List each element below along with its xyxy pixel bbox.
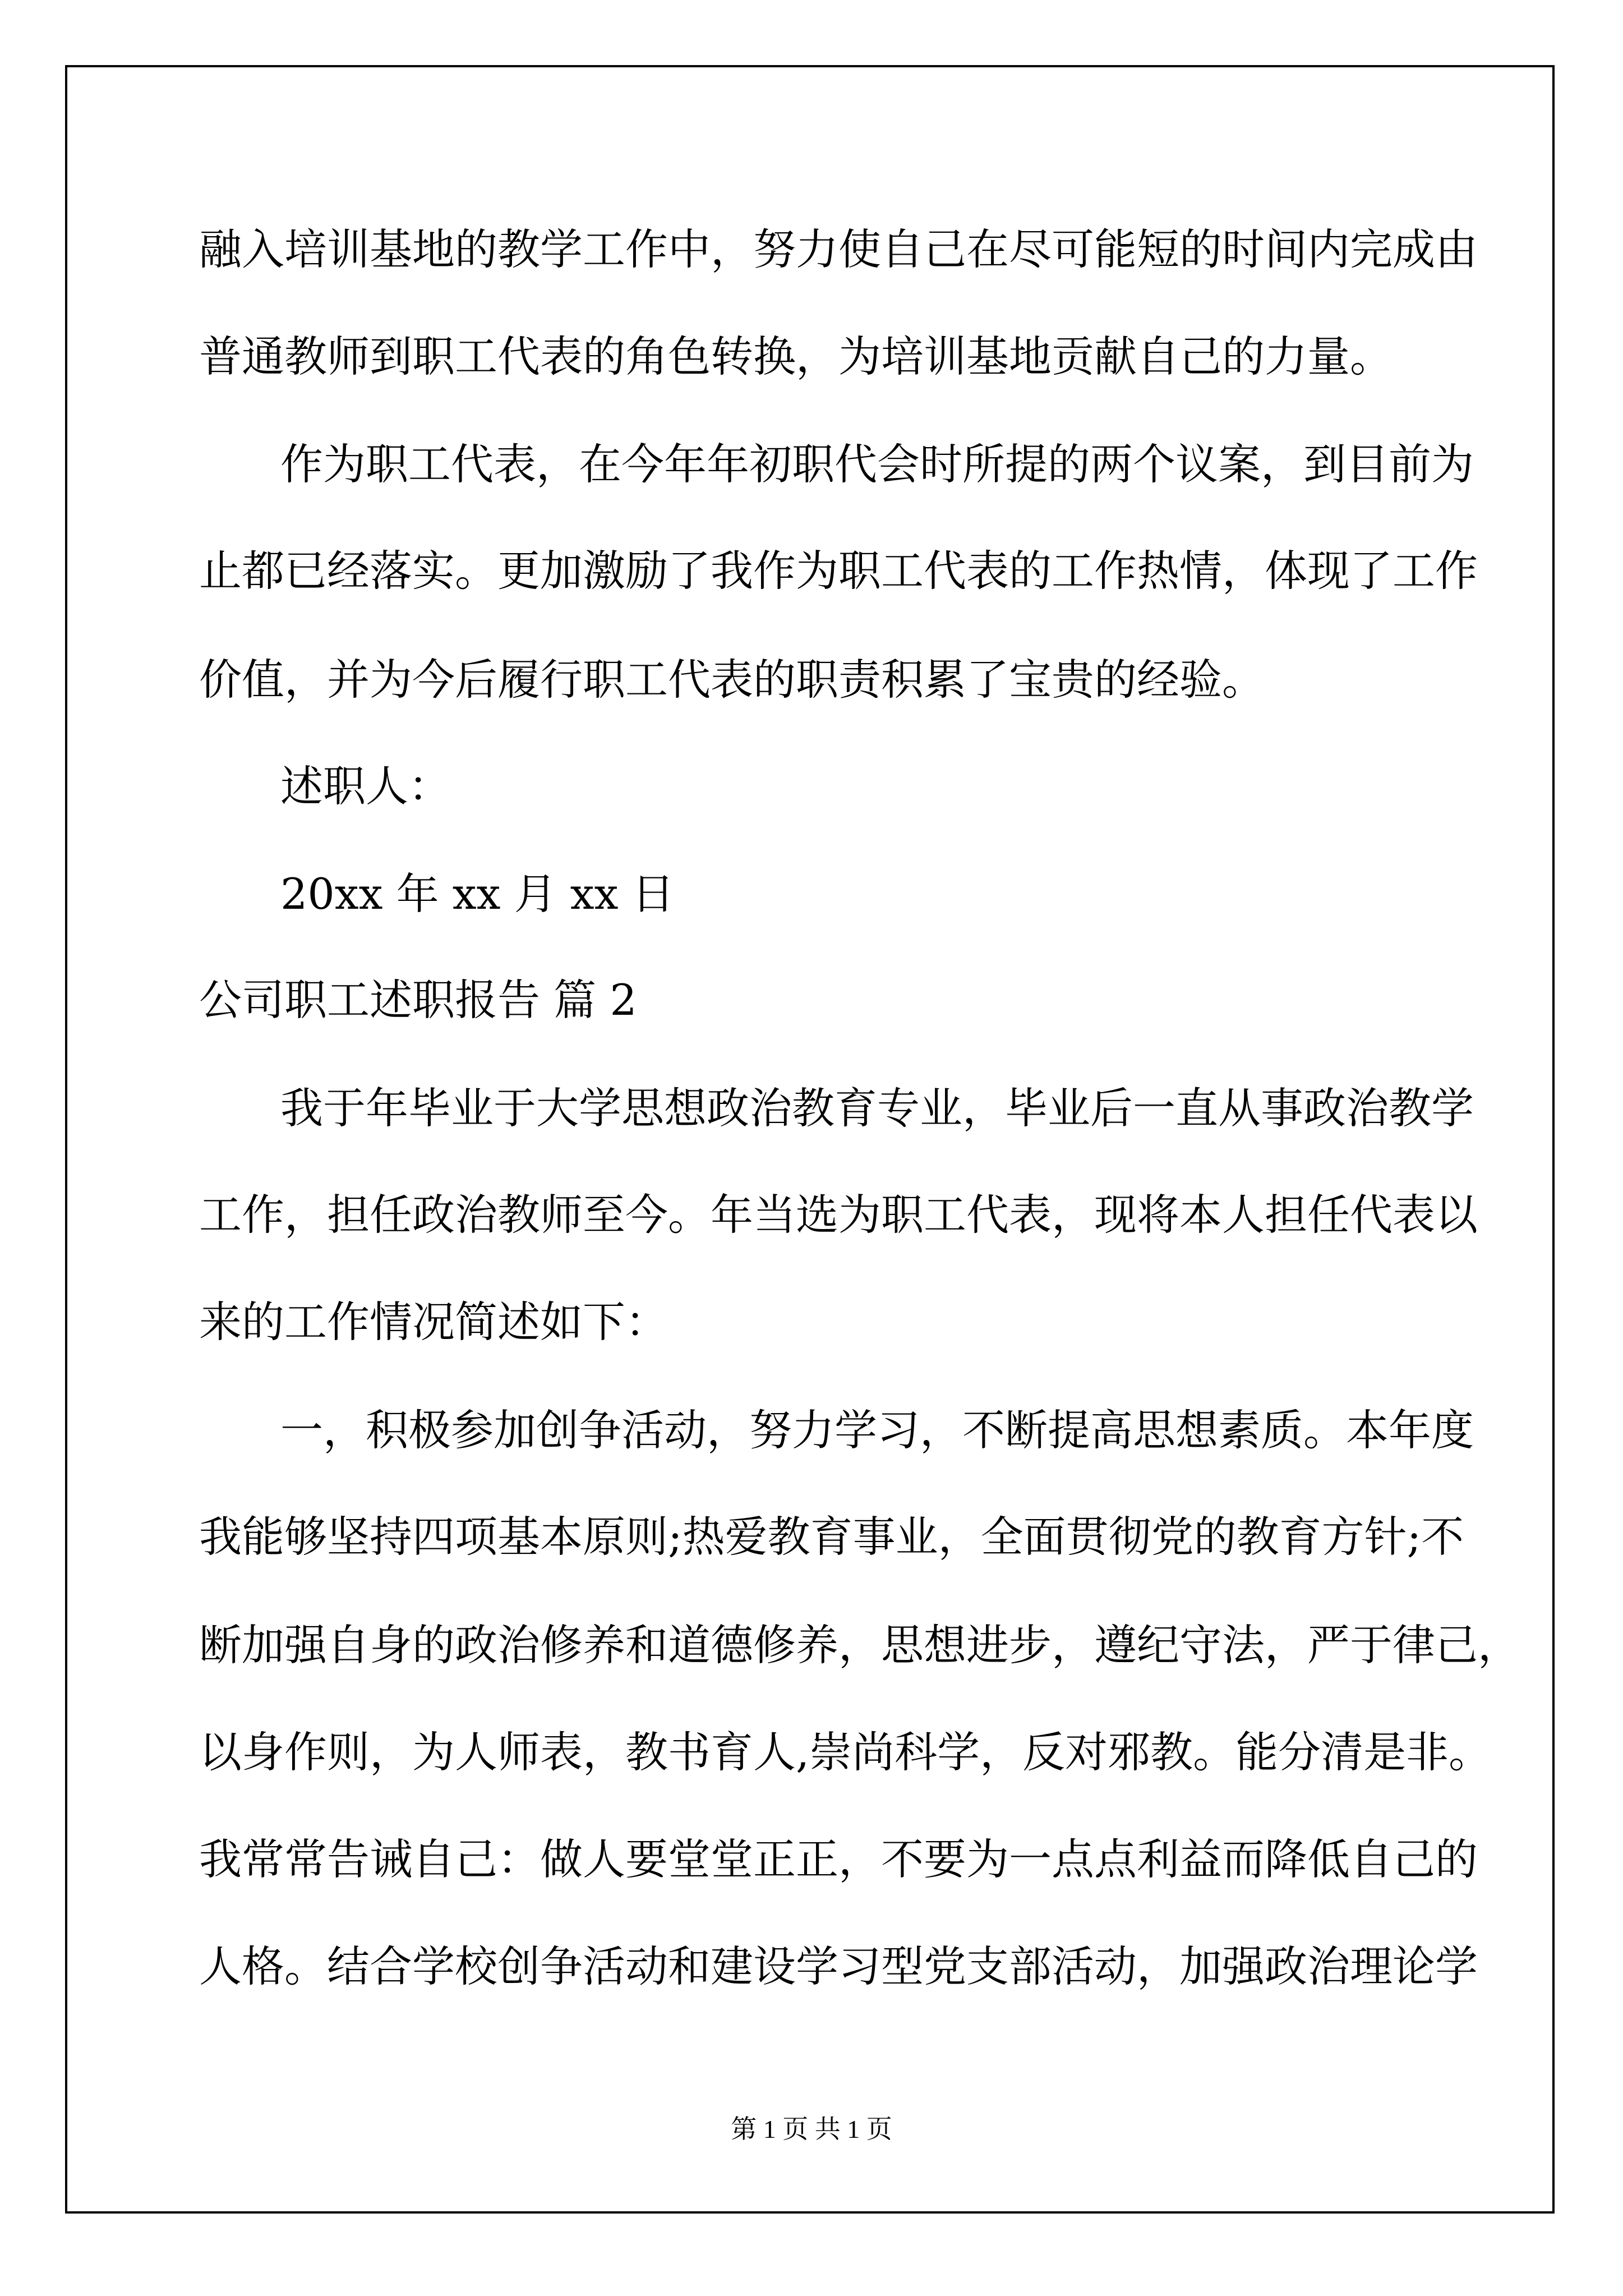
date-line: 20xx 年 xx 月 xx 日 [280, 869, 675, 919]
paragraph-line: 价值，并为今后履行职工代表的职责积累了宝贵的经验。 [199, 655, 1265, 705]
paragraph-line: 人格。结合学校创争活动和建设学习型党支部活动，加强政治理论学 [199, 1941, 1478, 1991]
paragraph-line: 融入培训基地的教学工作中，努力使自己在尽可能短的时间内完成由 [199, 224, 1478, 274]
paragraph-line: 以身作则，为人师表，教书育人,崇尚科学，反对邪教。能分清是非。 [199, 1727, 1492, 1777]
page-number-footer: 第 1 页 共 1 页 [731, 2115, 892, 2143]
paragraph-line: 来的工作情况简述如下： [199, 1297, 668, 1347]
page-border [65, 65, 1555, 2214]
paragraph-line: 一，积极参加创争活动，努力学习，不断提高思想素质。本年度 [280, 1405, 1474, 1455]
section-heading: 公司职工述职报告 篇 2 [199, 975, 637, 1025]
signatory-label: 述职人： [280, 761, 451, 811]
paragraph-line: 止都已经落实。更加激励了我作为职工代表的工作热情，体现了工作 [199, 546, 1478, 596]
paragraph-line: 我常常告诫自己：做人要堂堂正正，不要为一点点利益而降低自己的 [199, 1834, 1478, 1884]
paragraph-line: 断加强自身的政治修养和道德修养，思想进步，遵纪守法，严于律己， [199, 1620, 1520, 1670]
paragraph-line: 普通教师到职工代表的角色转换，为培训基地贡献自己的力量。 [199, 332, 1393, 381]
paragraph-line: 作为职工代表，在今年年初职代会时所提的两个议案，到目前为 [280, 439, 1474, 489]
paragraph-line: 我于年毕业于大学思想政治教育专业，毕业后一直从事政治教学 [280, 1083, 1474, 1133]
paragraph-line: 我能够坚持四项基本原则;热爱教育事业，全面贯彻党的教育方针;不 [199, 1512, 1464, 1562]
paragraph-line: 工作，担任政治教师至今。年当选为职工代表，现将本人担任代表以 [199, 1190, 1478, 1240]
